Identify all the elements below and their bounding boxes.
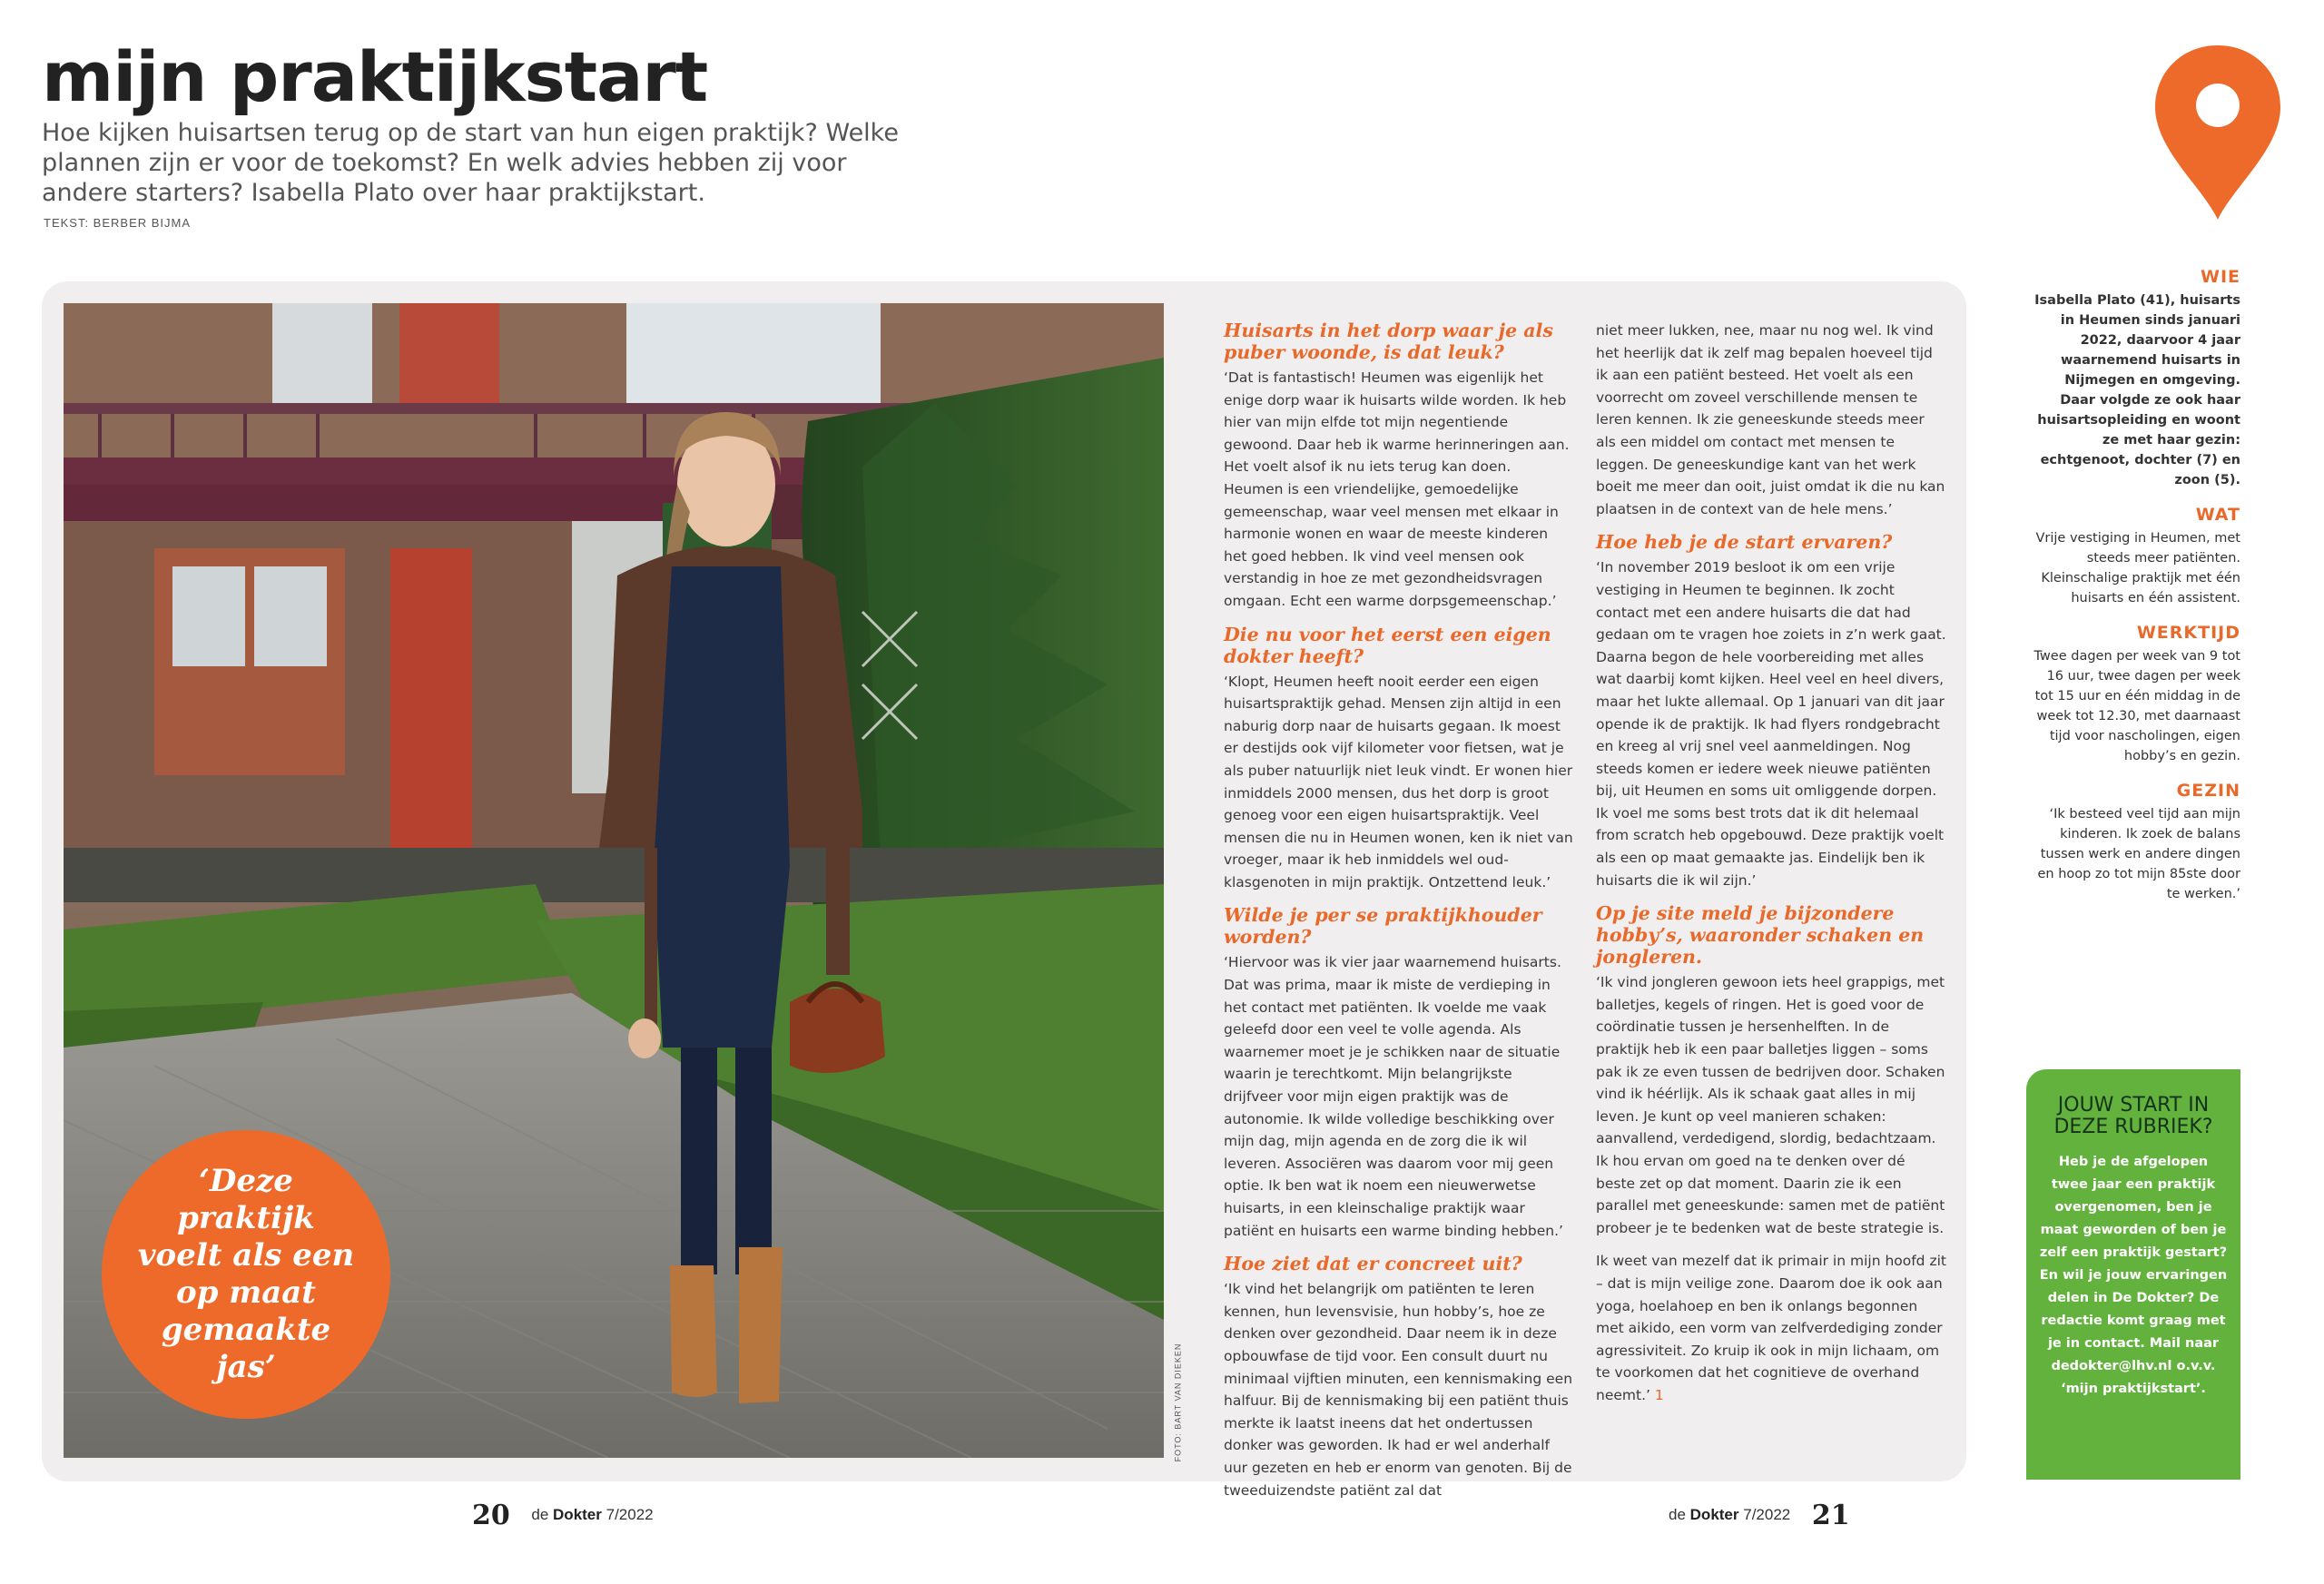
mag-prefix: de bbox=[1669, 1505, 1686, 1523]
page-number-right: 21 bbox=[1811, 1500, 1850, 1531]
question-heading: Hoe ziet dat er concreet uit? bbox=[1224, 1253, 1522, 1275]
answer-paragraph: ‘Ik vind jongleren gewoon iets heel grappigs, met balletjes, kegels of ringen. Het is goed voor de coördinatie tussen je hersenhelften. In de praktijk heb ik een paar balletjes liggen – soms pak ik ze even tussen de bedrijven door. Schaken vind ik héérlijk. Als ik schaak gaat alles in mij leven. Je kunt op veel manieren schaken: aanvallend, verdedigend, slordig, bedachtzaam. Ik hou ervan om goed na te denken over dé beste zet op dat moment. Daarin zie ik een parallel met geneeskunde: samen met de patiënt probeer je te bedenken wat de beste strategie is. bbox=[1596, 974, 1945, 1236]
pull-quote bbox=[102, 1130, 390, 1419]
answer-paragraph: ‘Hiervoor was ik vier jaar waarnemend huisarts. Dat was prima, maar ik miste de verdieping in het contact met patiënten. Ik voelde me vaak geleefd door een veel te volle agenda. Als waarnemer moet je je schikken naar de situatie waarin je terechtkomt. Mijn belangrijkste drijfveer voor mijn eigen praktijk was de autonomie. Ik wilde volledige beschikking over mijn dag, mijn agenda en de zorg die ik wil leveren. Associëren was daarom voor mij geen optie. Ik ben wat ik noem een nieuwerwetse huisarts, in een kleinschalige praktijk waar patiënt en huisarts een warme binding hebben.’ bbox=[1224, 954, 1563, 1239]
text-credit: TEKST: BERBER BIJMA bbox=[44, 216, 192, 230]
question-heading: Huisarts in het dorp waar je als puber woonde, is dat leuk? bbox=[1224, 320, 1553, 363]
issue-number: 7/2022 bbox=[606, 1505, 654, 1523]
footer-right bbox=[1669, 1500, 1850, 1531]
end-mark: 1 bbox=[1654, 1386, 1664, 1403]
question-heading: Hoe heb je de start ervaren? bbox=[1596, 531, 1893, 554]
answer-paragraph: ‘Dat is fantastisch! Heumen was eigenlijk het enige dorp waar ik huisarts wilde worden. Ik heb hier van mijn elfde tot mijn negentiende gewoond. Daar heb ik warme herinneringen aan. Het voelt alsof ik nu iets terug kan doen. Heumen is een vriendelijke, gemoedelijke gemeenschap, waar veel mensen met elkaar in harmonie wonen en waar de meeste kinderen het goed hebben. Ik vind veel mensen ook verstandig in hoe ze met gezondheidsvragen omgaan. Echt een warme dorpsgemeenschap.’ bbox=[1224, 369, 1570, 609]
sidebar-label-werktijd: WERKTIJD bbox=[2136, 623, 2240, 643]
intro-text: Hoe kijken huisartsen terug op de start van hun eigen praktijk? Welke plannen zijn er voor de toekomst? En welk advies hebben zij voor andere starters? Isabella Plato over haar praktijkstart. bbox=[42, 119, 899, 207]
question-heading: Wilde je per se praktijkhouder worden? bbox=[1224, 904, 1542, 949]
photo-credit: FOTO: BART VAN DIEKEN bbox=[1173, 1343, 1183, 1462]
callout-body: Heb je de afgelopen twee jaar een praktijk overgenomen, ben je maat geworden of ben je zelf een praktijk gestart? En wil je jouw ervaringen delen in De Dokter? De redactie komt graag met je in contact. Mail naar dedokter@lhv.nl o.v.v. ‘mijn praktijkstart’. bbox=[2039, 1155, 2228, 1396]
callout-box bbox=[2026, 1069, 2240, 1480]
callout-title: JOUW START IN DEZE RUBRIEK? bbox=[2053, 1094, 2213, 1138]
answer-paragraph: Ik weet van mezelf dat ik primair in mijn hoofd zit – dat is mijn veilige zone. Daarom doe ik ook aan yoga, hoelahoep en ben ik onlangs begonnen met aikido, een vorm van zelfverdediging zonder agressiviteit. Zo kruip ik ook in mijn lichaam, om te voorkomen dat het cognitieve de overhand neemt.’ 1 bbox=[1596, 1253, 1946, 1403]
page-number-left: 20 bbox=[472, 1500, 510, 1531]
footer-left bbox=[472, 1500, 654, 1531]
page-title: mijn praktijkstart bbox=[42, 36, 708, 117]
sidebar-text-gezin: ‘Ik besteed veel tijd aan mijn kinderen. Ik zoek de balans tussen werk en andere dingen en hoop zo tot mijn 85ste door te werken.’ bbox=[2037, 807, 2240, 901]
sidebar-text-werktijd: Twee dagen per week van 9 tot 16 uur, twee dagen per week tot 15 uur en één middag in de week tot 12.30, met daarnaast tijd voor nascholingen, eigen hobby’s en gezin. bbox=[2034, 649, 2240, 763]
issue-number: 7/2022 bbox=[1743, 1505, 1791, 1523]
sidebar-text-wie: Isabella Plato (41), huisarts in Heumen sinds januari 2022, daarvoor 4 jaar waarnemend huisarts in Nijmegen en omgeving. Daar volgde ze ook haar huisartsopleiding en woont ze met haar gezin: echtgenoot, dochter (7) en zoon (5). bbox=[2034, 293, 2240, 487]
sidebar-label-gezin: GEZIN bbox=[2176, 781, 2240, 801]
sidebar-label-wat: WAT bbox=[2195, 505, 2240, 525]
mag-name: Dokter bbox=[1689, 1505, 1739, 1523]
question-heading: Die nu voor het eerst een eigen dokter heeft? bbox=[1224, 623, 1551, 667]
answer-paragraph: ‘In november 2019 besloot ik om een vrije vestiging in Heumen te beginnen. Ik zocht contact met een andere huisarts die dat had gedaan om te vragen hoe zoiets in z’n werk gaat. Daarna begon de hele voorbereiding met alles wat daarbij komt kijken. Heel veel en heel divers, maar het lukte allemaal. Op 1 januari van dit jaar opende ik de praktijk. Ik had flyers rondgebracht en kreeg al vrij snel veel aanmeldingen. Nog steeds komen er iedere week nieuwe patiënten bij, uit Heumen en soms uit omliggende dorpen. Ik voel me soms best trots dat ik dit helemaal from scratch heb opgebouwd. Deze praktijk voelt als een op maat gemaakte jas. Eindelijk ben ik huisarts die ik wil zijn.’ bbox=[1596, 559, 1946, 889]
mag-prefix: de bbox=[531, 1505, 549, 1523]
question-heading: Op je site meld je bijzondere hobby’s, waaronder schaken en jongleren. bbox=[1596, 902, 1925, 969]
article-column-2 bbox=[1596, 320, 1946, 1418]
pull-quote-text: ‘Deze praktijk voelt als een op maat gemaakte jas’ bbox=[137, 1163, 355, 1385]
article-column-1 bbox=[1224, 320, 1574, 1512]
sidebar-label-wie: WIE bbox=[2200, 267, 2240, 287]
sidebar-text-wat: Vrije vestiging in Heumen, met steeds meer patiënten. Kleinschalige praktijk met één huisarts en één assistent. bbox=[2035, 531, 2240, 605]
profile-sidebar bbox=[2026, 267, 2240, 919]
answer-paragraph: ‘Ik vind het belangrijk om patiënten te leren kennen, hun levensvisie, hun hobby’s, hoe ze denken over gezondheid. Daar neem ik in deze opbouwfase de tijd voor. Een consult duurt nu minimaal vijftien minuten, een kennismaking een halfuur. Bij de kennismaking bij een patiënt thuis merkte ik laatst ineens dat het ondertussen donker was geworden. Ik had er wel anderhalf uur gezeten en heb er enorm van genoten. Bij de tweeduizendste patiënt zal dat bbox=[1224, 1281, 1573, 1499]
mag-name: Dokter bbox=[553, 1505, 602, 1523]
answer-paragraph: ‘Klopt, Heumen heeft nooit eerder een eigen huisartspraktijk gehad. Mensen zijn altijd in een naburig dorp naar de huisarts gegaan. Ik moest er destijds ook vijf kilometer voor fietsen, wat je als puber natuurlijk niet leuk vindt. Er wonen hier inmiddels 2000 mensen, dus het dorp is groot genoeg voor een eigen huisartspraktijk. Veel mensen die nu in Heumen wonen, ken ik niet van vroeger, maar ik heb inmiddels wel oud-klasgenoten in mijn praktijk. Ontzettend leuk.’ bbox=[1224, 673, 1573, 890]
location-pin-icon bbox=[2150, 42, 2286, 223]
answer-paragraph: niet meer lukken, nee, maar nu nog wel. Ik vind het heerlijk dat ik zelf mag bepalen hoeveel tijd ik aan een patiënt besteed. Het voelt als een voorrecht om zoveel verschillende mensen te leren kennen. Ik zie geneeskunde steeds meer als een middel om contact met mensen te leggen. De geneeskundige kant van het werk boeit me meer dan ooit, juist omdat ik die nu kan plaatsen in de context van de hele mens.’ bbox=[1596, 322, 1945, 517]
